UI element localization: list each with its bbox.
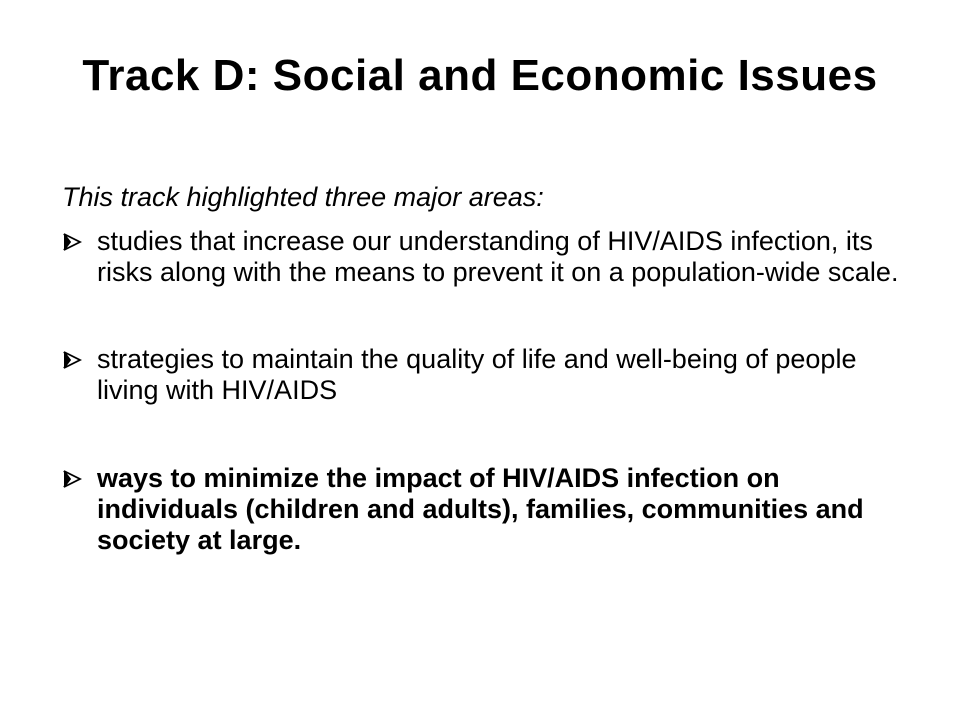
arrow-bullet-icon: [62, 350, 82, 370]
bullet-text: strategies to maintain the quality of life and well-being of people living with HIV/AIDS: [97, 344, 857, 405]
intro-text: This track highlighted three major areas:: [62, 182, 544, 212]
arrow-bullet-icon: [62, 232, 82, 252]
arrow-bullet-icon: [62, 469, 82, 489]
bullet-item: [62, 344, 912, 406]
bullet-item: [62, 463, 912, 556]
bullet-text: ways to minimize the impact of HIV/AIDS infection on individuals (children and adults), families, communities and society at large.: [97, 463, 864, 555]
bullet-list: [62, 226, 912, 612]
bullet-item: [62, 226, 912, 288]
bullet-text: studies that increase our understanding of HIV/AIDS infection, its risks along with the means to prevent it on a population-wide scale.: [97, 226, 899, 287]
slide-title: Track D: Social and Economic Issues: [82, 51, 878, 100]
